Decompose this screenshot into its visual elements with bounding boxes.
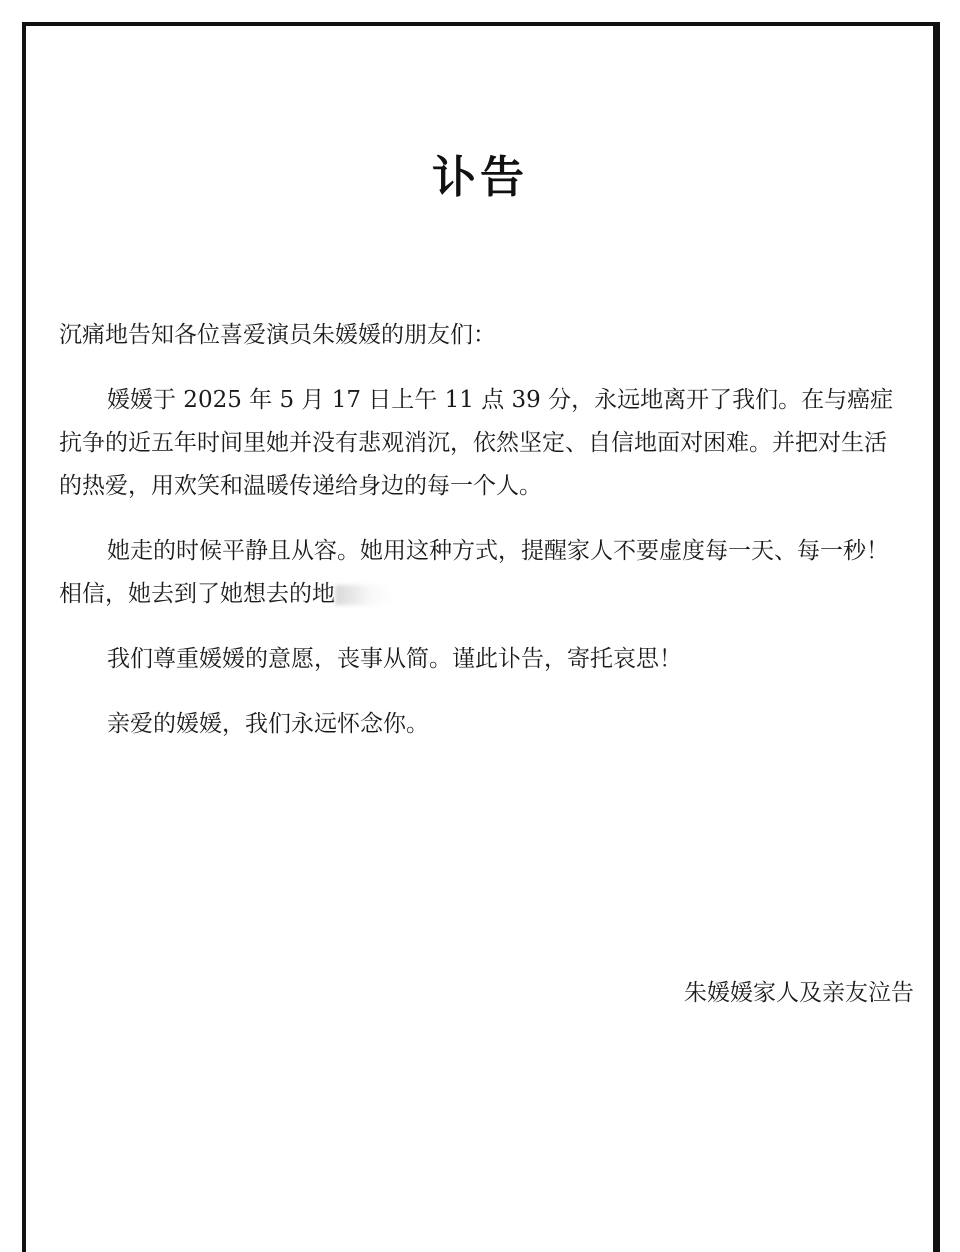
blurred-text-fragment: [335, 585, 395, 605]
salutation: 沉痛地告知各位喜爱演员朱媛媛的朋友们：: [59, 322, 496, 348]
paragraph-1-text: 媛媛于 2025 年 5 月 17 日上午 11 点 39 分，永远地离开了我们。在与癌症抗争的近五年时间里她并没有悲观消沉，依然坚定、自信地面对困难。并把对生活的热爱，用欢笑和温暖传递给身边的每一个人。: [59, 387, 894, 499]
paragraph-4: [59, 703, 909, 746]
document-title: 讣告: [432, 152, 528, 203]
paragraph-1: [59, 379, 909, 508]
paragraph-3: [59, 638, 909, 681]
paragraph-2-text: 她走的时候平静且从容。她用这种方式，提醒家人不要虚度每一天、每一秒！相信，她去到了她想去的地: [59, 538, 889, 607]
paragraph-2: [59, 530, 909, 616]
signature: 朱媛媛家人及亲友泣告: [684, 980, 914, 1006]
document-body: [59, 314, 909, 768]
paragraph-4-text: 亲爱的媛媛，我们永远怀念你。: [107, 711, 429, 737]
paragraph-3-text: 我们尊重媛媛的意愿，丧事从简。谨此讣告，寄托哀思！: [107, 646, 682, 672]
